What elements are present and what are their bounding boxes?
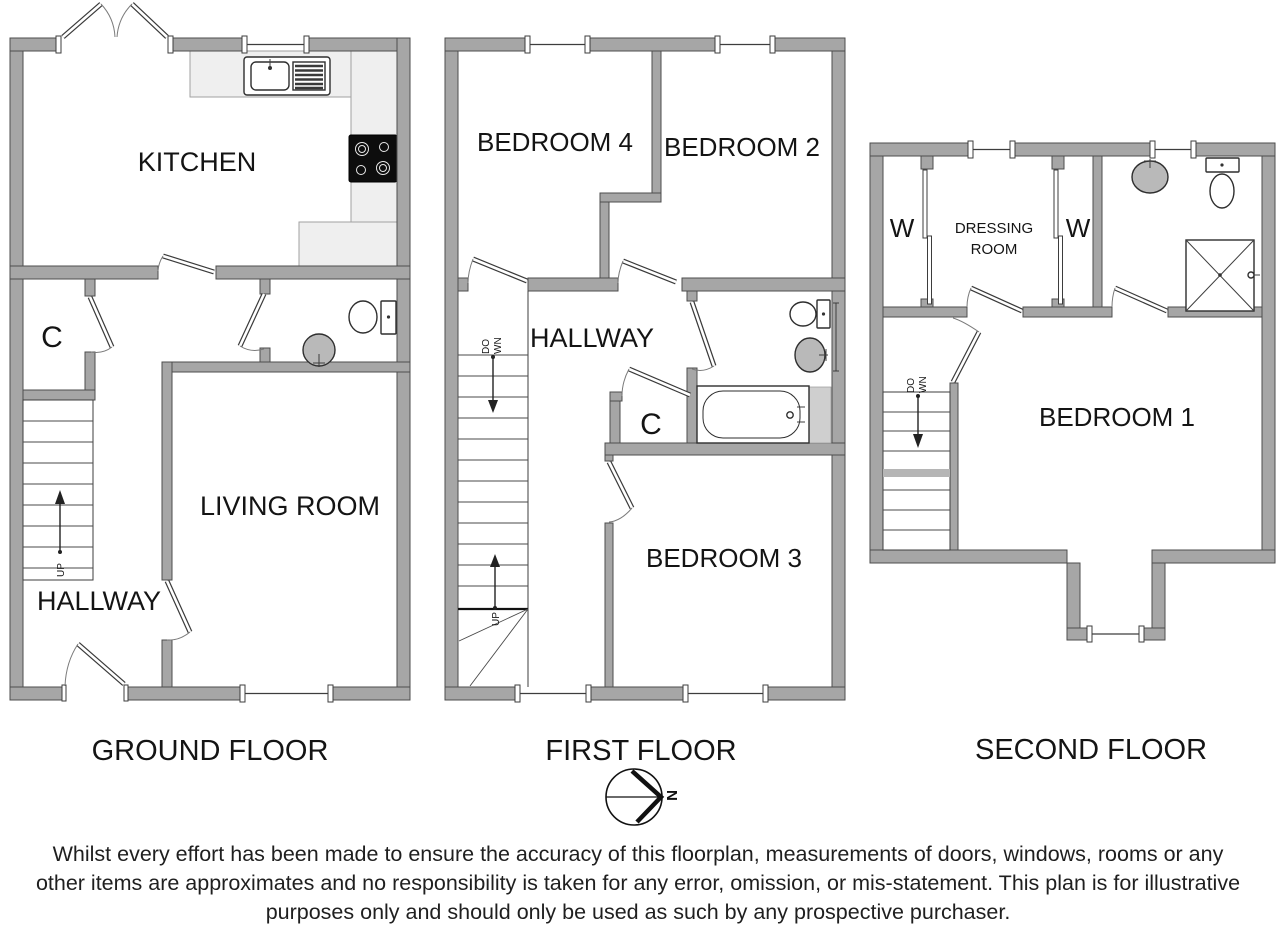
stairs-down-label: WN [493,337,504,354]
floor-label-second: SECOND FLOOR [974,734,1208,766]
sink-icon [1132,159,1168,193]
door [158,256,214,272]
disclaimer-line: Whilst every effort has been made to ensure the accuracy of this floorplan, measurements of doors, windows, rooms or any [52,842,1224,866]
stairs-up-label: UP [491,612,502,626]
room-label-wardrobe-right: W [1065,213,1091,243]
stairs-down-label: WN [918,376,929,393]
room-label-closet: C [41,321,63,354]
room-label-bedroom3: BEDROOM 3 [645,543,803,573]
hob-icon [349,135,397,182]
room-label-hallway: HALLWAY [36,586,162,616]
wardrobe-sliding-door [923,170,1063,304]
window [1087,626,1144,642]
second-floor-plan [870,141,1275,766]
window [242,36,309,53]
disclaimer-line: purposes only and should only be used as such by any prospective purchaser. [265,899,1011,924]
window [715,36,775,53]
room-label-bedroom2: BEDROOM 2 [663,132,821,162]
room-label-living-room: LIVING ROOM [199,491,381,521]
ground-floor-plan [10,4,410,767]
sink-icon [303,334,335,367]
door [609,462,632,522]
window [525,36,590,53]
door [967,288,1022,311]
door [468,259,527,283]
toilet-icon [349,301,396,334]
door [622,369,690,396]
stairs [23,400,93,580]
french-door [56,4,173,53]
window [968,141,1015,158]
floor-label-first: FIRST FLOOR [545,735,737,767]
room-label-bedroom4: BEDROOM 4 [476,127,634,157]
window [240,685,333,702]
stairs [883,376,950,550]
window [515,685,591,702]
room-label-closet: C [640,408,662,441]
first-floor-plan [445,36,845,767]
toilet-icon [790,300,830,328]
window [1150,141,1196,158]
door [692,302,714,370]
door [953,318,979,382]
toilet-icon [1206,158,1239,208]
sink-icon [795,338,828,372]
north-label: N [663,790,680,801]
disclaimer-line: other items are approximates and no responsibility is taken for any error, omission, or mis-statement. This plan is for illustrative [35,870,1241,895]
kitchen-sink-icon [244,57,330,95]
shower-icon [1186,240,1260,311]
compass-rose [606,769,680,825]
front-door [62,644,128,701]
door [618,261,676,283]
room-label-dressing-room: DRESSING [954,220,1034,237]
room-label-bedroom1: BEDROOM 1 [1038,402,1196,432]
room-label-dressing-room: ROOM [970,241,1018,258]
stairs-down-label: DO [481,339,492,354]
room-label-wardrobe-left: W [889,213,915,243]
door [1112,288,1167,311]
door [90,297,112,352]
door [167,581,190,640]
room-label-kitchen: KITCHEN [137,147,257,177]
stairs-up-label: UP [56,563,67,577]
door [240,294,264,350]
stairs-down-label: DO [906,378,917,393]
window [683,685,768,702]
disclaimer-text [0,840,1276,926]
stairs [458,291,528,687]
bathtub-icon [697,386,831,443]
room-label-hallway: HALLWAY [529,323,655,353]
floor-label-ground: GROUND FLOOR [91,735,329,767]
